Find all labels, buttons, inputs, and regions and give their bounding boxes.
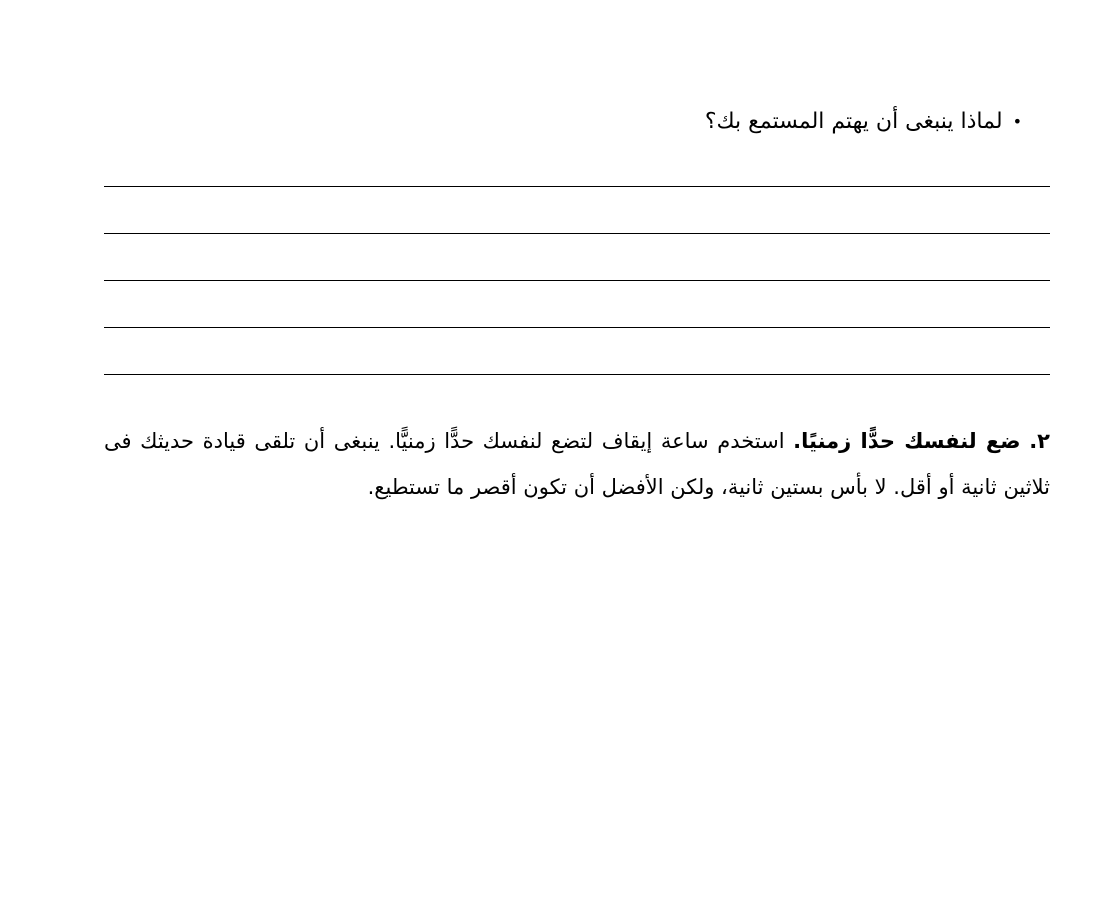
- answer-line[interactable]: [104, 374, 1050, 375]
- question-item: [705, 104, 1022, 140]
- instruction-number: ٢.: [1029, 429, 1050, 453]
- bullet-icon: •: [1012, 112, 1022, 131]
- instruction-paragraph: [104, 418, 1050, 510]
- answer-line[interactable]: [104, 327, 1050, 328]
- instruction-lead: ضع لنفسك حدًّا زمنيًا.: [793, 429, 1021, 453]
- answer-line[interactable]: [104, 186, 1050, 187]
- answer-line[interactable]: [104, 233, 1050, 234]
- question-text: لماذا ينبغى أن يهتم المستمع بك؟: [704, 109, 1003, 134]
- instruction-body: استخدم ساعة إيقاف لتضع لنفسك حدًّا زمنيًّا. ينبغى أن تلقى قيادة حديثك فى ثلاثين ثانية أو أقل. لا بأس بستين ثانية، ولكن الأفضل أن تكون أقصر ما تستطيع.: [104, 429, 1050, 499]
- answer-line[interactable]: [104, 280, 1050, 281]
